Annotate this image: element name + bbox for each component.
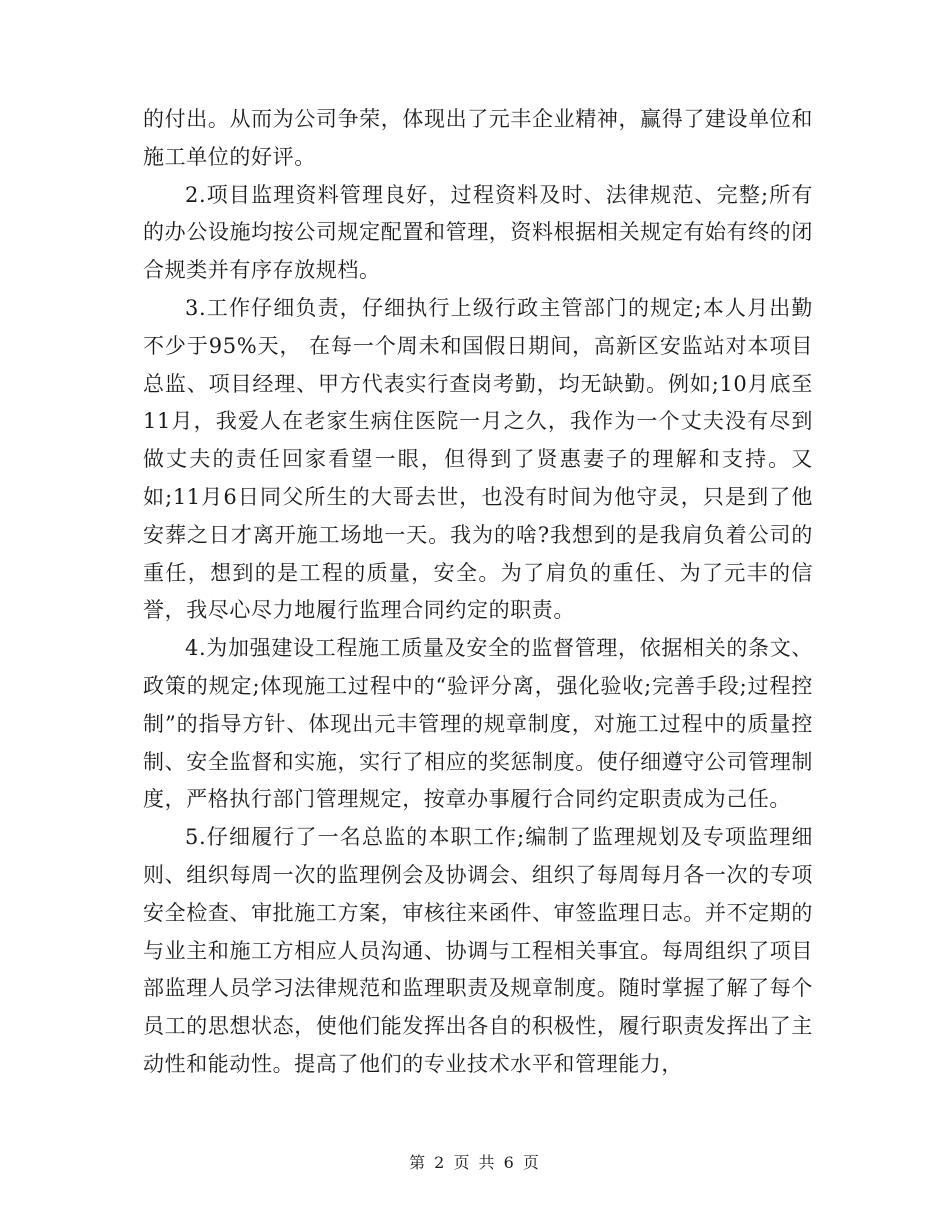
paragraph-item-3: 3.工作仔细负责，仔细执行上级行政主管部门的规定;本人月出勤不少于95%天， 在每一个周未和国假日期间，高新区安监站对本项目总监、项目经理、甲方代表实行查岗考勤，均无缺勤。例如;10月底至11月，我爱人在老家生病住医院一月之久，我作为一个丈夫没有尽到做丈夫的责任回家看望一眼，但得到了贤惠妻子的理解和支持。又如;11月6日同父所生的大哥去世，也没有时间为他守灵，只是到了他安葬之日才离开施工场地一天。我为的啥?我想到的是我肩负着公司的重任，想到的是工程的质量，安全。为了肩负的重任、为了元丰的信誉，我尽心尽力地履行监理合同约定的职责。 [143,295,813,623]
page-footer: 第 2 页 共 6 页 [409,1153,541,1172]
document-body [143,101,813,1084]
paragraph-continuation: 的付出。从而为公司争荣，体现出了元丰企业精神，赢得了建设单位和施工单位的好评。 [143,107,813,169]
paragraph-item-5: 5.仔细履行了一名总监的本职工作;编制了监理规划及专项监理细则、组织每周一次的监理例会及协调会、组织了每周每月各一次的专项安全检查、审批施工方案，审核往来函件、审签监理日志。并不定期的与业主和施工方相应人员沟通、协调与工程相关事宜。每周组织了项目部监理人员学习法律规范和监理职责及规章制度。随时掌握了解了每个员工的思想状态，使他们能发挥出各自的积极性，履行职责发挥出了主动性和能动性。提高了他们的专业技术水平和管理能力， [143,825,813,1076]
paragraph-item-4: 4.为加强建设工程施工质量及安全的监督管理，依据相关的条文、政策的规定;体现施工过程中的“验评分离，强化验收;完善手段;过程控制”的指导方针、体现出元丰管理的规章制度，对施工过程中的质量控制、安全监督和实施，实行了相应的奖惩制度。使仔细遵守公司管理制度，严格执行部门管理规定，按章办事履行合同约定职责成为己任。 [143,636,813,812]
paragraph-item-2: 2.项目监理资料管理良好，过程资料及时、法律规范、完整;所有的办公设施均按公司规定配置和管理，资料根据相关规定有始有终的闭合规类并有序存放规档。 [143,182,813,283]
